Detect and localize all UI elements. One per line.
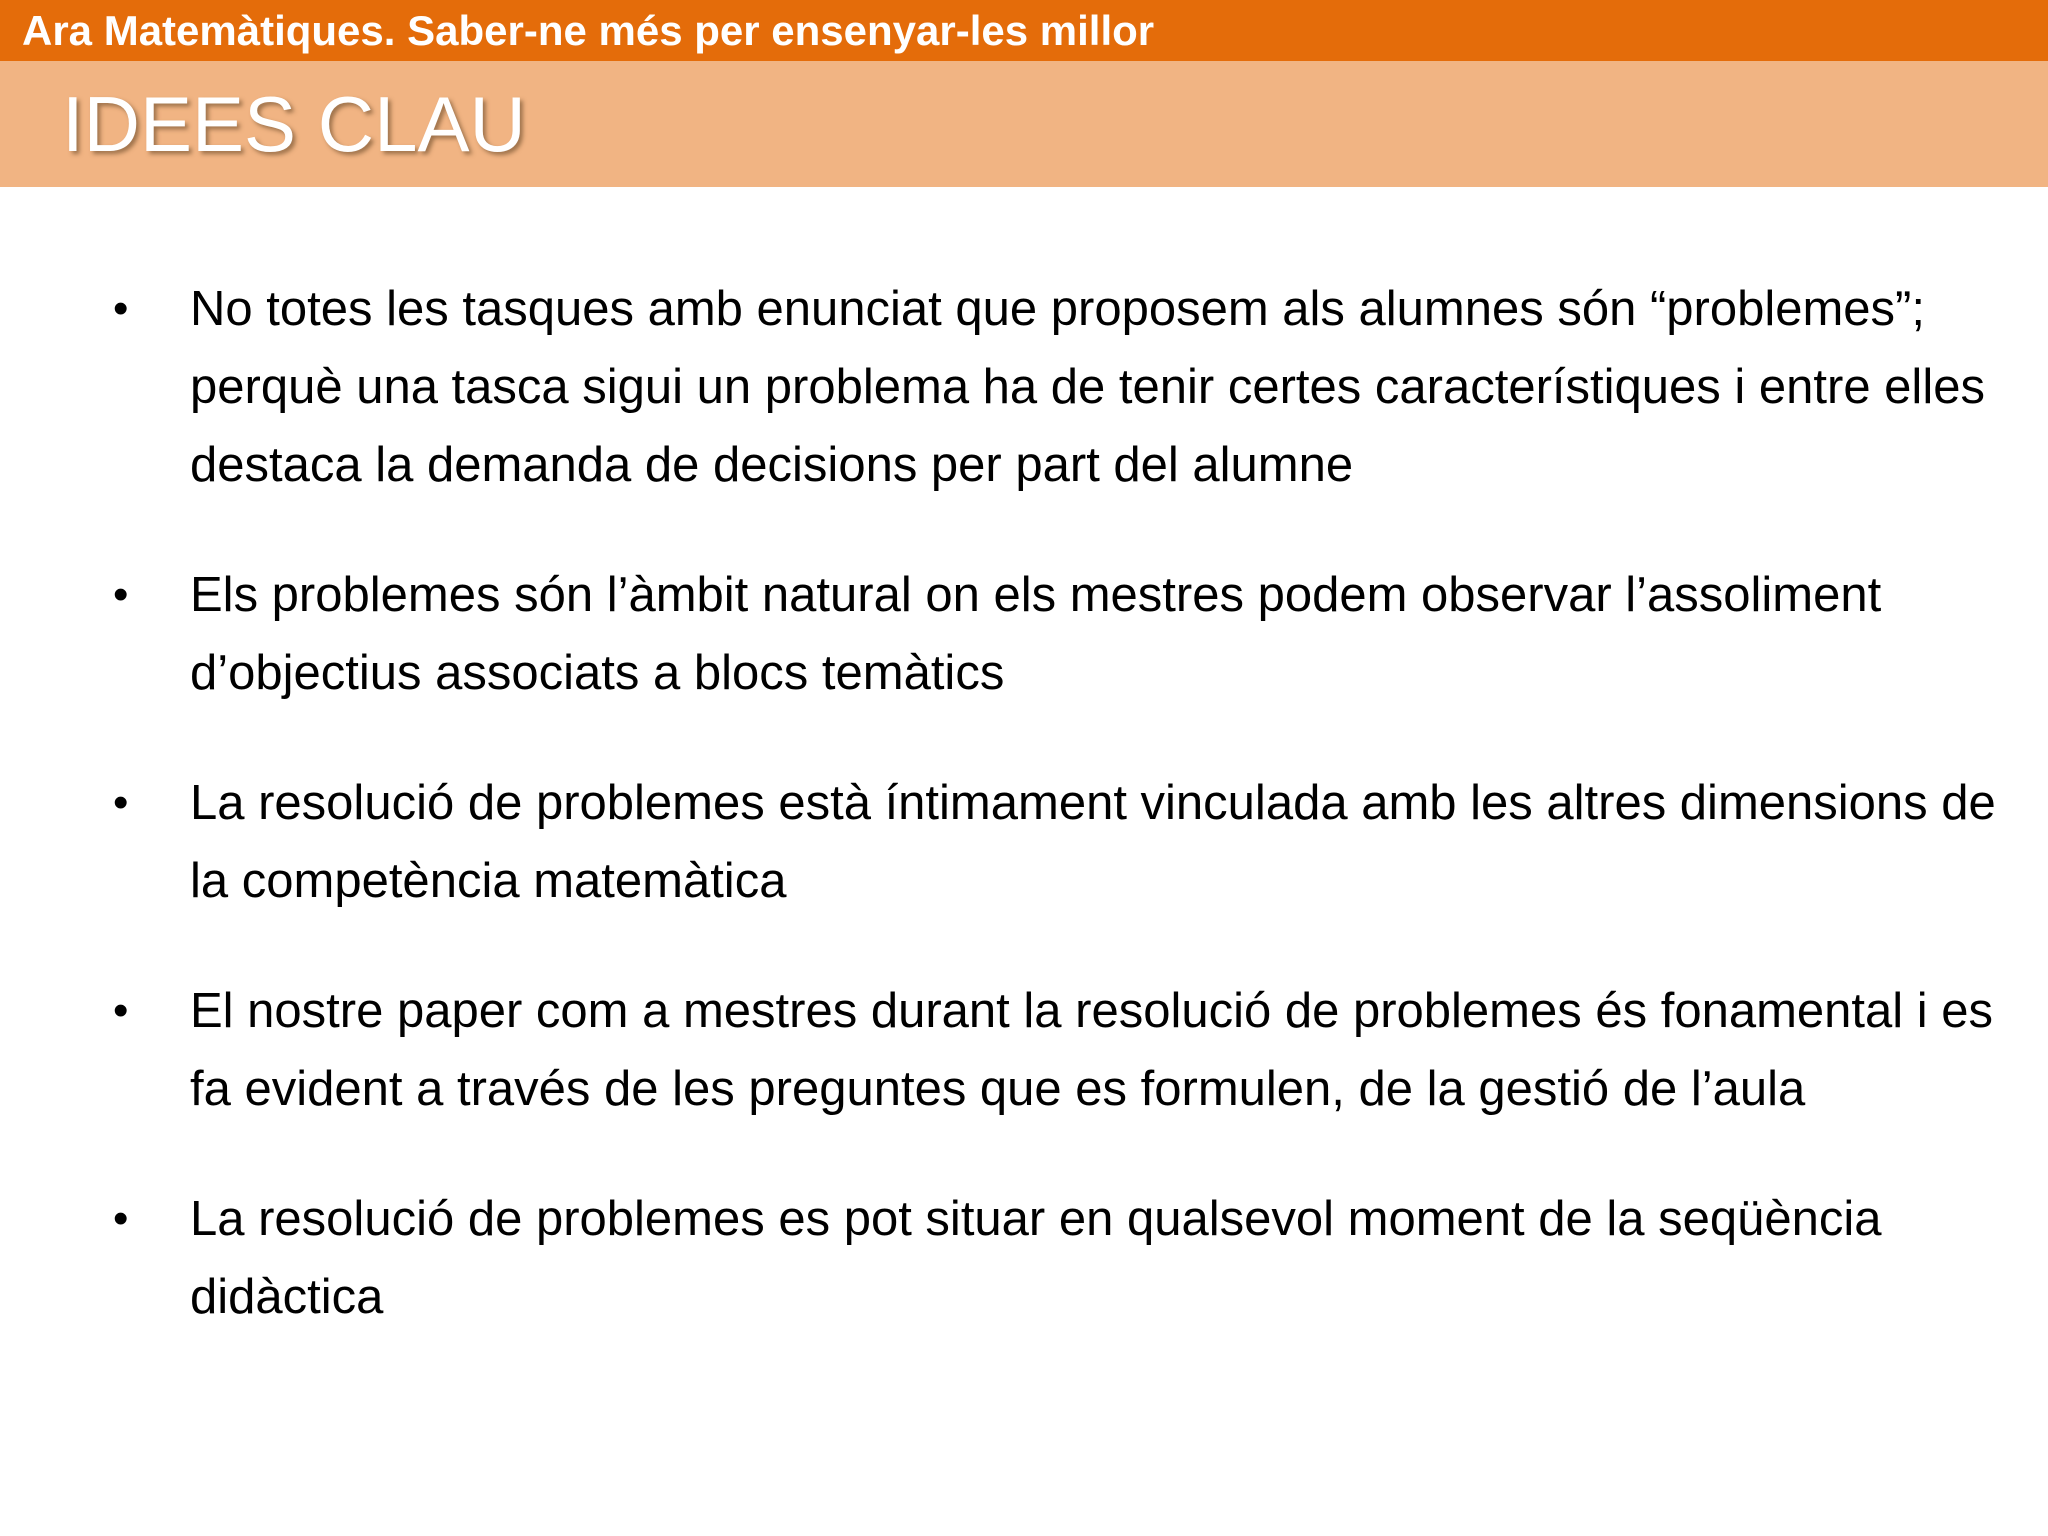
bullet-text: La resolució de problemes està íntimament vinculada amb les altres dimensions de la competència matemàtica (190, 776, 1996, 908)
bullet-icon: • (113, 570, 129, 619)
list-item (0, 270, 2048, 504)
bullet-text: La resolució de problemes es pot situar en qualsevol moment de la seqüència didàctica (190, 1192, 1882, 1324)
list-item (0, 972, 2048, 1128)
key-ideas-list (0, 270, 2048, 1336)
slide-title: IDEES CLAU (62, 80, 526, 168)
bullet-icon: • (113, 1194, 129, 1243)
bullet-icon: • (113, 778, 129, 827)
bullet-text: No totes les tasques amb enunciat que proposem als alumnes són “problemes”; perquè una tasca sigui un problema ha de tenir certes característiques i entre elles destaca la demanda de decisions per part del alumne (190, 282, 1985, 492)
bullet-icon: • (113, 986, 129, 1035)
bullet-text: Els problemes són l’àmbit natural on els mestres podem observar l’assoliment d’objectius associats a blocs temàtics (190, 568, 1882, 700)
list-item (0, 764, 2048, 920)
course-header-bar (0, 0, 2048, 61)
bullet-text: El nostre paper com a mestres durant la resolució de problemes és fonamental i es fa evident a través de les preguntes que es formulen, de la gestió de l’aula (190, 984, 1994, 1116)
list-item (0, 556, 2048, 712)
slide-title-band (0, 61, 2048, 187)
list-item (0, 1180, 2048, 1336)
course-title: Ara Matemàtiques. Saber-ne més per ensenyar-les millor (22, 6, 1155, 54)
slide-content (0, 270, 2048, 1388)
bullet-icon: • (113, 284, 129, 333)
